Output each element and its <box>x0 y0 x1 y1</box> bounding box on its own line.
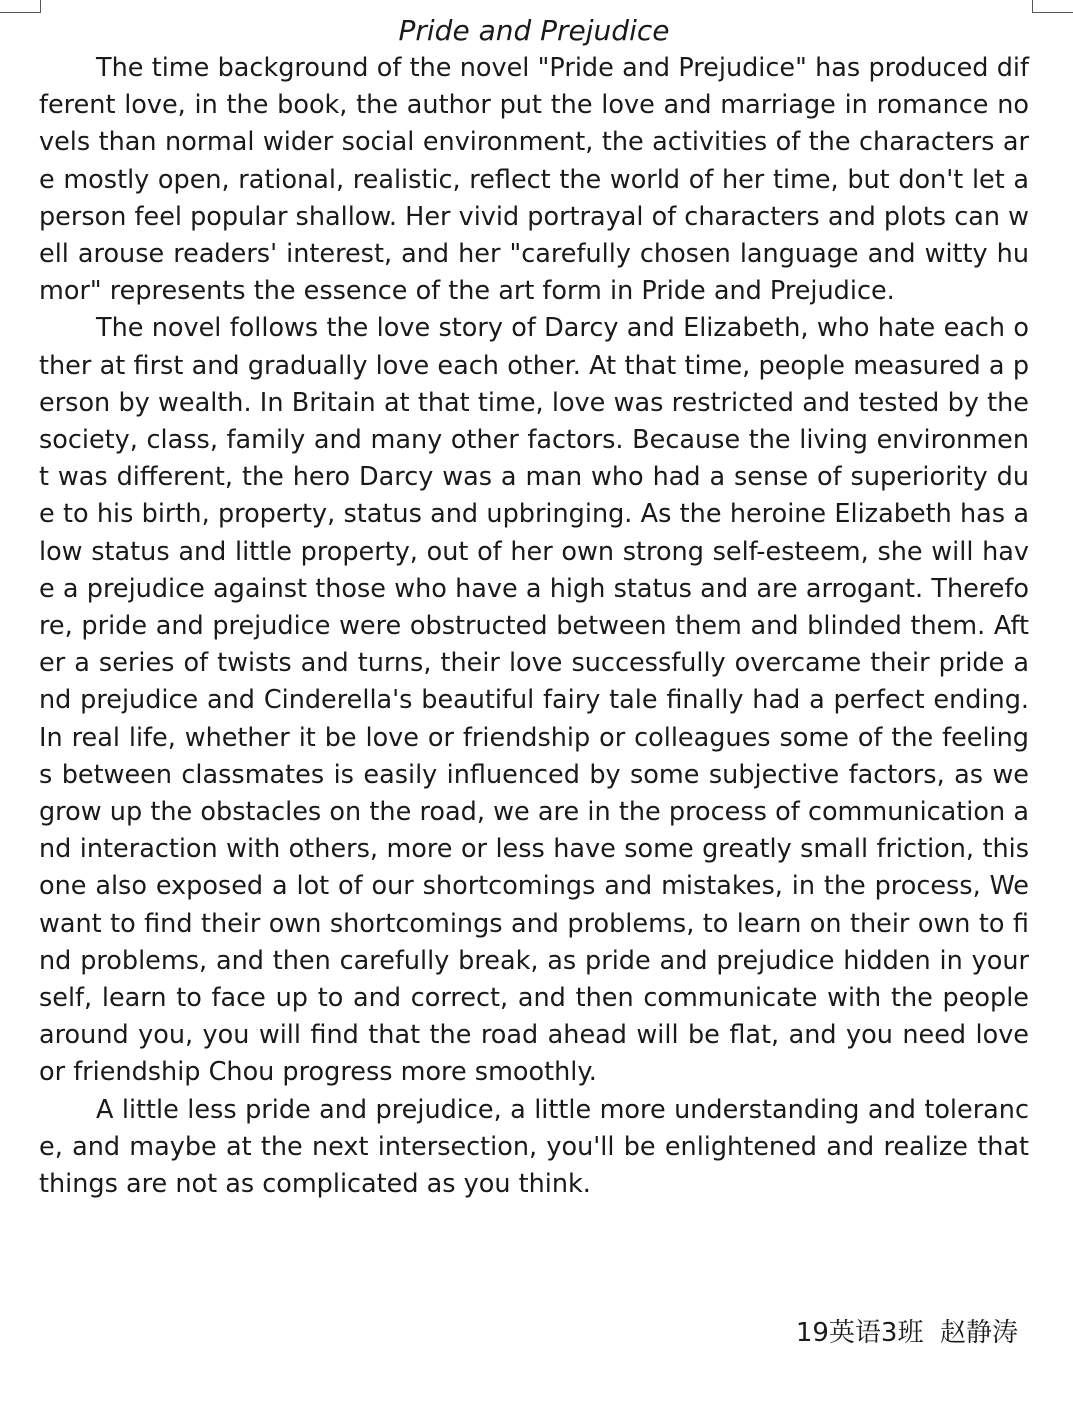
paragraph-1: The time background of the novel "Pride and Prejudice" has produced different love, in the book, the author put the love and marriage in romance novels than normal wider social environment, the activities of the characters are mostly open, rational, realistic, reflect the world of her time, but don't let a person feel popular shallow. Her vivid portrayal of characters and plots can well arouse readers' interest, and her "carefully chosen language and witty humor" represents the essence of the art form in Pride and Prejudice. <box>39 53 1029 307</box>
page-corner-mark-right <box>1032 0 1073 13</box>
paragraph-2: The novel follows the love story of Darcy and Elizabeth, who hate each other at first and gradually love each other. At that time, people measured a person by wealth. In Britain at that time, love was restricted and tested by the society, class, family and many other factors. Because the living environment was different, the hero Darcy was a man who had a sense of superiority due to his birth, property, status and upbringing. As the heroine Elizabeth has a low status and little property, out of her own strong self-esteem, she will have a prejudice against those who have a high status and are arrogant. Therefore, pride and prejudice were obstructed between them and blinded them. After a series of twists and turns, their love successfully overcame their pride and prejudice and Cinderella's beautiful fairy tale finally had a perfect ending. In real life, whether it be love or friendship or colleagues some of the feelings between classmates is easily influenced by some subjective factors, as we grow up the obstacles on the road, we are in the process of communication and interaction with others, more or less have some greatly small friction, this one also exposed a lot of our shortcomings and mistakes, in the process, We want to find their own shortcomings and problems, to learn on their own to find problems, and then carefully break, as pride and prejudice hidden in yourself, learn to face up to and correct, and then communicate with the people around you, you will find that the road ahead will be flat, and you need love or friendship Chou progress more smoothly. <box>39 313 1029 1088</box>
author-signature: 19英语3班 赵静涛 <box>795 1318 1018 1348</box>
document-page <box>39 12 1029 1203</box>
paragraph-3: A little less pride and prejudice, a little more understanding and tolerance, and maybe at the next intersection, you'll be enlightened and realize that things are not as complicated as you think. <box>39 1094 1029 1200</box>
page-corner-mark-left <box>0 0 41 13</box>
document-title: Pride and Prejudice <box>398 14 670 47</box>
